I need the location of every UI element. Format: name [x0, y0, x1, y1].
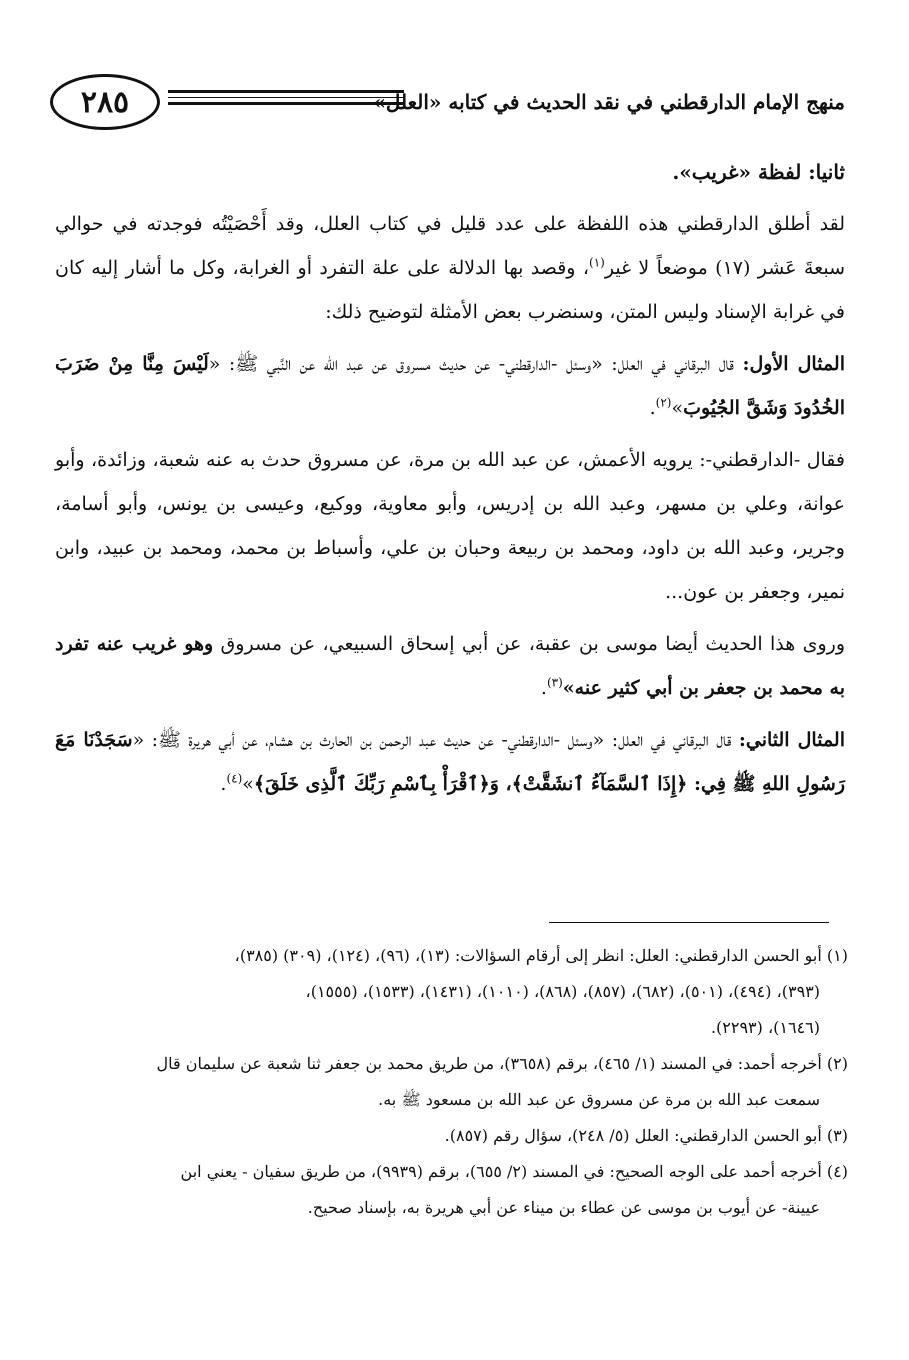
gharib-verdict: وهو غريب عنه تفرد به محمد بن جعفر بن أبي كثير عنه»	[55, 633, 845, 699]
page-header	[50, 72, 845, 138]
paragraph-musa-narration	[55, 622, 845, 710]
example-2-label: المثال الثاني:	[738, 729, 846, 751]
footnote-2-cont: سمعت عبد الله بن مرة عن مسروق عن عبد الله بن مسعود ﷺ به.	[378, 1090, 820, 1109]
footnote-text: أبو الحسن الدارقطني: العلل: انظر إلى أرقام السؤالات: (١٣)، (٩٦)، (١٢٤)، (٣٠٩) (٣٨٥)،	[234, 946, 822, 965]
example-1-label: المثال الأول:	[742, 353, 845, 375]
footnote-3	[48, 1118, 848, 1154]
page-number: ٢٨٥	[80, 84, 130, 120]
footnote-ref-3: (٣)	[546, 675, 563, 690]
footnote-text: أبو الحسن الدارقطني: العلل (٥/ ٢٤٨)، سؤال رقم (٨٥٧).	[444, 1126, 822, 1145]
example-2-hadith: سَجَدْنَا مَعَ رَسُولِ اللهِ ﷺ فِي: ﴿إِذَا ٱلسَّمَآءُ ٱنشَقَّتْ﴾، وَ﴿ٱقْرَأْ بِٱسْمِ رَبِّكَ ٱلَّذِى خَلَقَ﴾	[55, 729, 845, 795]
footnote-number: (٢)	[826, 1054, 848, 1073]
header-divider	[168, 90, 404, 109]
paragraph-intro	[55, 202, 845, 334]
example-1-close: »	[671, 397, 684, 419]
example-1-dot: .	[649, 397, 656, 419]
example-2-dot: .	[220, 773, 227, 795]
paragraph-darqutni-answer: فقال -الدارقطني-: يرويه الأعمش، عن عبد الله بن مرة، عن مسروق حدث به عنه شعبة، وزائدة، وأبو عوانة، وعلي بن مسهر، وعبد الله بن إدريس، وأبو معاوية، ووكيع، وعيسى بن يونس، وأبو أسامة، وجرير، وعبد الله بن داود، ومحمد بن ربيعة وحبان بن علي، وأسباط بن محمد، ومحمد بن عبيد، وابن نمير، وجعفر بن عون...	[55, 449, 845, 603]
main-text	[55, 150, 845, 814]
running-title: منهج الإمام الدارقطني في نقد الحديث في كتابه «العلل»	[373, 90, 845, 114]
page-number-badge	[50, 74, 160, 130]
paragraph-example-1	[55, 342, 845, 430]
footnote-1-cont: (١٦٤٦)، (٢٢٩٣).	[710, 1018, 820, 1037]
footnote-number: (٤)	[826, 1162, 848, 1181]
narration-dot: .	[540, 677, 547, 699]
footnote-number: (٣)	[826, 1126, 848, 1145]
footnote-text: أخرجه أحمد على الوجه الصحيح: في المسند (٢/ ٦٥٥)، برقم (٩٩٣٩)، من طريق سفيان - يعني ابن	[180, 1162, 822, 1181]
footnote-text: أخرجه أحمد: في المسند (١/ ٤٦٥)، برقم (٣٦٥٨)، من طريق محمد بن جعفر ثنا شعبة عن سليمان قال	[156, 1054, 822, 1073]
footnote-ref-4: (٤)	[226, 771, 243, 786]
example-2-close: »	[242, 773, 254, 795]
example-1-hadith: لَيْسَ مِنَّا مِنْ ضَرَبَ الخُدُودَ وَشَقَّ الجُيُوبَ	[55, 353, 845, 419]
footnotes	[48, 938, 848, 1226]
footnote-number: (١)	[826, 946, 848, 965]
example-2-text: قال البرقاني في العلل: «وسئل -الدارقطني- عن حديث عبد الرحمن بن الحارث بن هشام، عن أبي هريرة ﷺ: «	[132, 729, 732, 751]
intro-text-tail: ، وقصد بها الدلالة على علة التفرد أو الغرابة، وكل ما أشار إليه كان في غرابة الإسناد وليس المتن، وسنضرب بعض الأمثلة لتوضيح ذلك:	[55, 257, 845, 323]
footnote-ref-2: (٢)	[655, 395, 672, 410]
footnote-1	[48, 938, 848, 974]
footnote-2	[48, 1046, 848, 1082]
example-1-text: قال البرقاني في العلل: «وسئل -الدارقطني- عن حديث مسروق عن عبد الله عن النَّبي ﷺ: «	[208, 353, 734, 375]
footnote-ref-1: (١)	[589, 255, 605, 270]
narration-text: وروى هذا الحديث أيضا موسى بن عقبة، عن أبي إسحاق السبيعي، عن مسروق	[213, 633, 845, 655]
footnote-1-cont: (٣٩٣)، (٤٩٤)، (٥٠١)، (٦٨٢)، (٨٥٧)، (٨٦٨)، (١٠١٠)، (١٤٣١)، (١٥٣٣)، (١٥٥٥)،	[305, 982, 820, 1001]
paragraph-example-2	[55, 718, 845, 806]
intro-text: لقد أطلق الدارقطني هذه اللفظة على عدد قليل في كتاب العلل، وقد أَحْصَيْتُه فوجدته في حوالي سبعةَ عَشر (١٧) موضعاً لا غير	[55, 213, 845, 279]
footnote-4-cont: عيينة- عن أيوب بن موسى عن عطاء بن ميناء عن أبي هريرة به، بإسناد صحيح.	[307, 1198, 820, 1217]
footnote-divider	[549, 922, 829, 923]
section-heading: ثانيا: لفظة «غريب».	[672, 160, 845, 184]
footnote-4	[48, 1154, 848, 1190]
